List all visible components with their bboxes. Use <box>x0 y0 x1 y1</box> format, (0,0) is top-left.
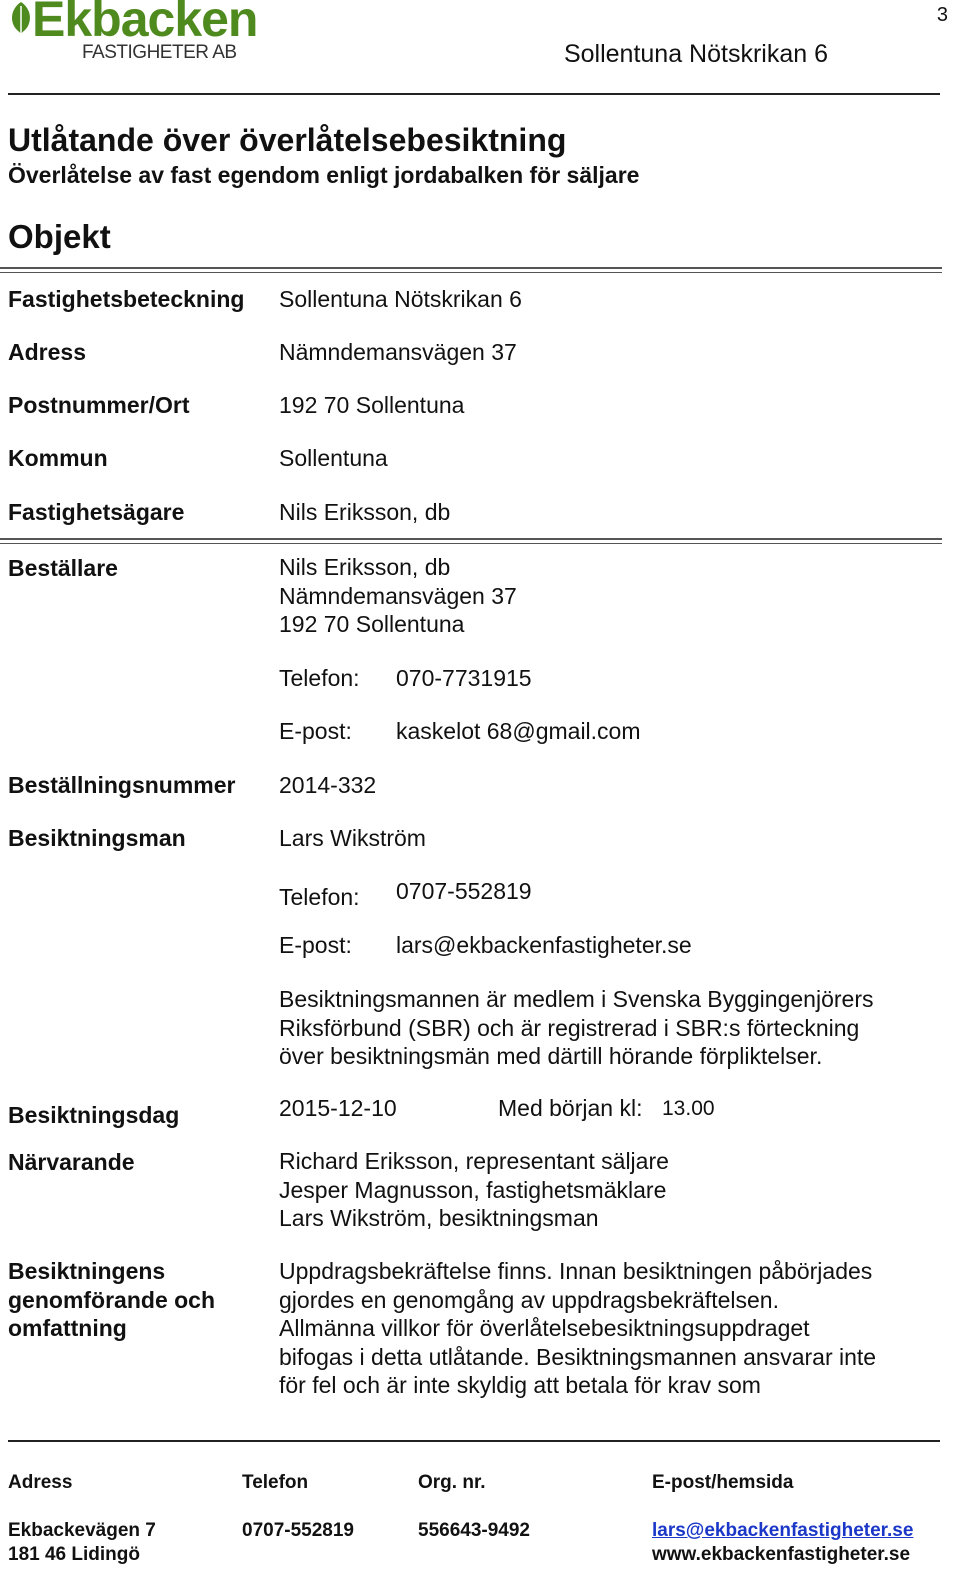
bestallare-email: kaskelot 68@gmail.com <box>396 718 641 744</box>
header-property: Sollentuna Nötskrikan 6 <box>563 40 828 68</box>
bestallningsnummer-label: Beställningsnummer <box>8 772 236 798</box>
postnummer-value: 192 70 Sollentuna <box>279 392 465 418</box>
besiktningsman-email: lars@ekbackenfastigheter.se <box>396 932 692 958</box>
bestallare-line: Nils Eriksson, db <box>279 554 451 580</box>
genomforande-text <box>279 1257 876 1400</box>
fastighetsbeteckning-label: Fastighetsbeteckning <box>8 286 245 312</box>
besiktningsman-label: Besiktningsman <box>8 825 186 851</box>
genomforande-label <box>8 1257 215 1343</box>
footer-adress-header: Adress <box>8 1472 73 1493</box>
besiktningsman-phone-label: Telefon: <box>279 884 360 910</box>
footer-telefon-header: Telefon <box>242 1472 309 1493</box>
footer-divider <box>8 1440 940 1442</box>
section-title: Objekt <box>8 218 111 255</box>
kommun-value: Sollentuna <box>279 445 388 471</box>
bestallare-phone-label: Telefon: <box>279 665 360 691</box>
fastighetsagare-label: Fastighetsägare <box>8 499 185 525</box>
bestallare-address <box>279 553 517 639</box>
footer-adress-line: Ekbackevägen 7 <box>8 1520 156 1541</box>
footer-website[interactable]: www.ekbackenfastigheter.se <box>652 1544 911 1565</box>
kommun-label: Kommun <box>8 445 108 471</box>
besiktningsdag-label: Besiktningsdag <box>8 1102 180 1128</box>
start-time-value: 13.00 <box>662 1097 715 1120</box>
genomforande-line: Allmänna villkor för överlåtelsebesiktningsuppdraget <box>279 1315 810 1341</box>
bestallare-label: Beställare <box>8 555 118 581</box>
header-divider <box>8 93 940 95</box>
besiktningsman-phone: 0707-552819 <box>396 878 532 904</box>
genomforande-label-line: Besiktningens <box>8 1258 166 1284</box>
besiktningsman-name: Lars Wikström <box>279 825 426 851</box>
bestallare-line: Nämndemansvägen 37 <box>279 582 517 609</box>
bestallare-phone: 070-7731915 <box>396 665 532 691</box>
owner-divider <box>0 538 942 544</box>
footer-telefon: 0707-552819 <box>242 1520 354 1541</box>
fastighetsbeteckning-value: Sollentuna Nötskrikan 6 <box>279 286 522 312</box>
footer-email-link[interactable]: lars@ekbackenfastigheter.se <box>652 1520 914 1541</box>
postnummer-label: Postnummer/Ort <box>8 392 190 418</box>
genomforande-line: för fel och är inte skyldig att betala för krav som <box>279 1372 761 1398</box>
bestallningsnummer-value: 2014-332 <box>279 772 377 798</box>
attendee: Jesper Magnusson, fastighetsmäklare <box>279 1176 667 1203</box>
footer-epost-header: E-post/hemsida <box>652 1472 794 1493</box>
genomforande-label-line: genomförande och <box>8 1286 216 1313</box>
footer-orgnr-header: Org. nr. <box>418 1472 486 1493</box>
start-time-label: Med början kl: <box>498 1095 643 1121</box>
document-title: Utlåtande över överlåtelsebesiktning <box>8 122 567 158</box>
logo-subtext: FASTIGHETER AB <box>82 42 237 63</box>
besiktningsman-email-label: E-post: <box>279 932 352 958</box>
attendee: Richard Eriksson, representant säljare <box>279 1148 669 1174</box>
genomforande-label-line: omfattning <box>8 1315 127 1341</box>
narvarande-label: Närvarande <box>8 1149 135 1175</box>
besiktningsdag-date: 2015-12-10 <box>279 1095 397 1121</box>
besiktningsman-note <box>279 985 873 1071</box>
note-line: över besiktningsmän med därtill hörande förpliktelser. <box>279 1043 823 1069</box>
genomforande-line: Uppdragsbekräftelse finns. Innan besiktningen påbörjades <box>279 1258 873 1284</box>
note-line: Riksförbund (SBR) och är registrerad i SBR:s förteckning <box>279 1014 860 1041</box>
attendee: Lars Wikström, besiktningsman <box>279 1205 599 1231</box>
footer-adress <box>8 1519 156 1567</box>
document-subtitle: Överlåtelse av fast egendom enligt jordabalken för säljare <box>8 162 640 188</box>
company-logo <box>6 0 336 64</box>
note-line: Besiktningsmannen är medlem i Svenska Byggingenjörers <box>279 986 874 1012</box>
narvarande-list <box>279 1147 669 1233</box>
section-divider <box>0 267 942 273</box>
footer-web <box>652 1519 913 1567</box>
bestallare-email-label: E-post: <box>279 718 352 744</box>
page-number: 3 <box>936 4 948 26</box>
genomforande-line: gjordes en genomgång av uppdragsbekräftelsen. <box>279 1286 779 1313</box>
footer-adress-line: 181 46 Lidingö <box>8 1544 140 1565</box>
footer-orgnr: 556643-9492 <box>418 1520 530 1541</box>
fastighetsagare-value: Nils Eriksson, db <box>279 499 451 525</box>
logo-wordmark: Ekbacken <box>32 0 258 47</box>
adress-value: Nämndemansvägen 37 <box>279 339 517 365</box>
genomforande-line: bifogas i detta utlåtande. Besiktningsmannen ansvarar inte <box>279 1343 877 1370</box>
bestallare-line: 192 70 Sollentuna <box>279 611 465 637</box>
adress-label: Adress <box>8 339 86 365</box>
